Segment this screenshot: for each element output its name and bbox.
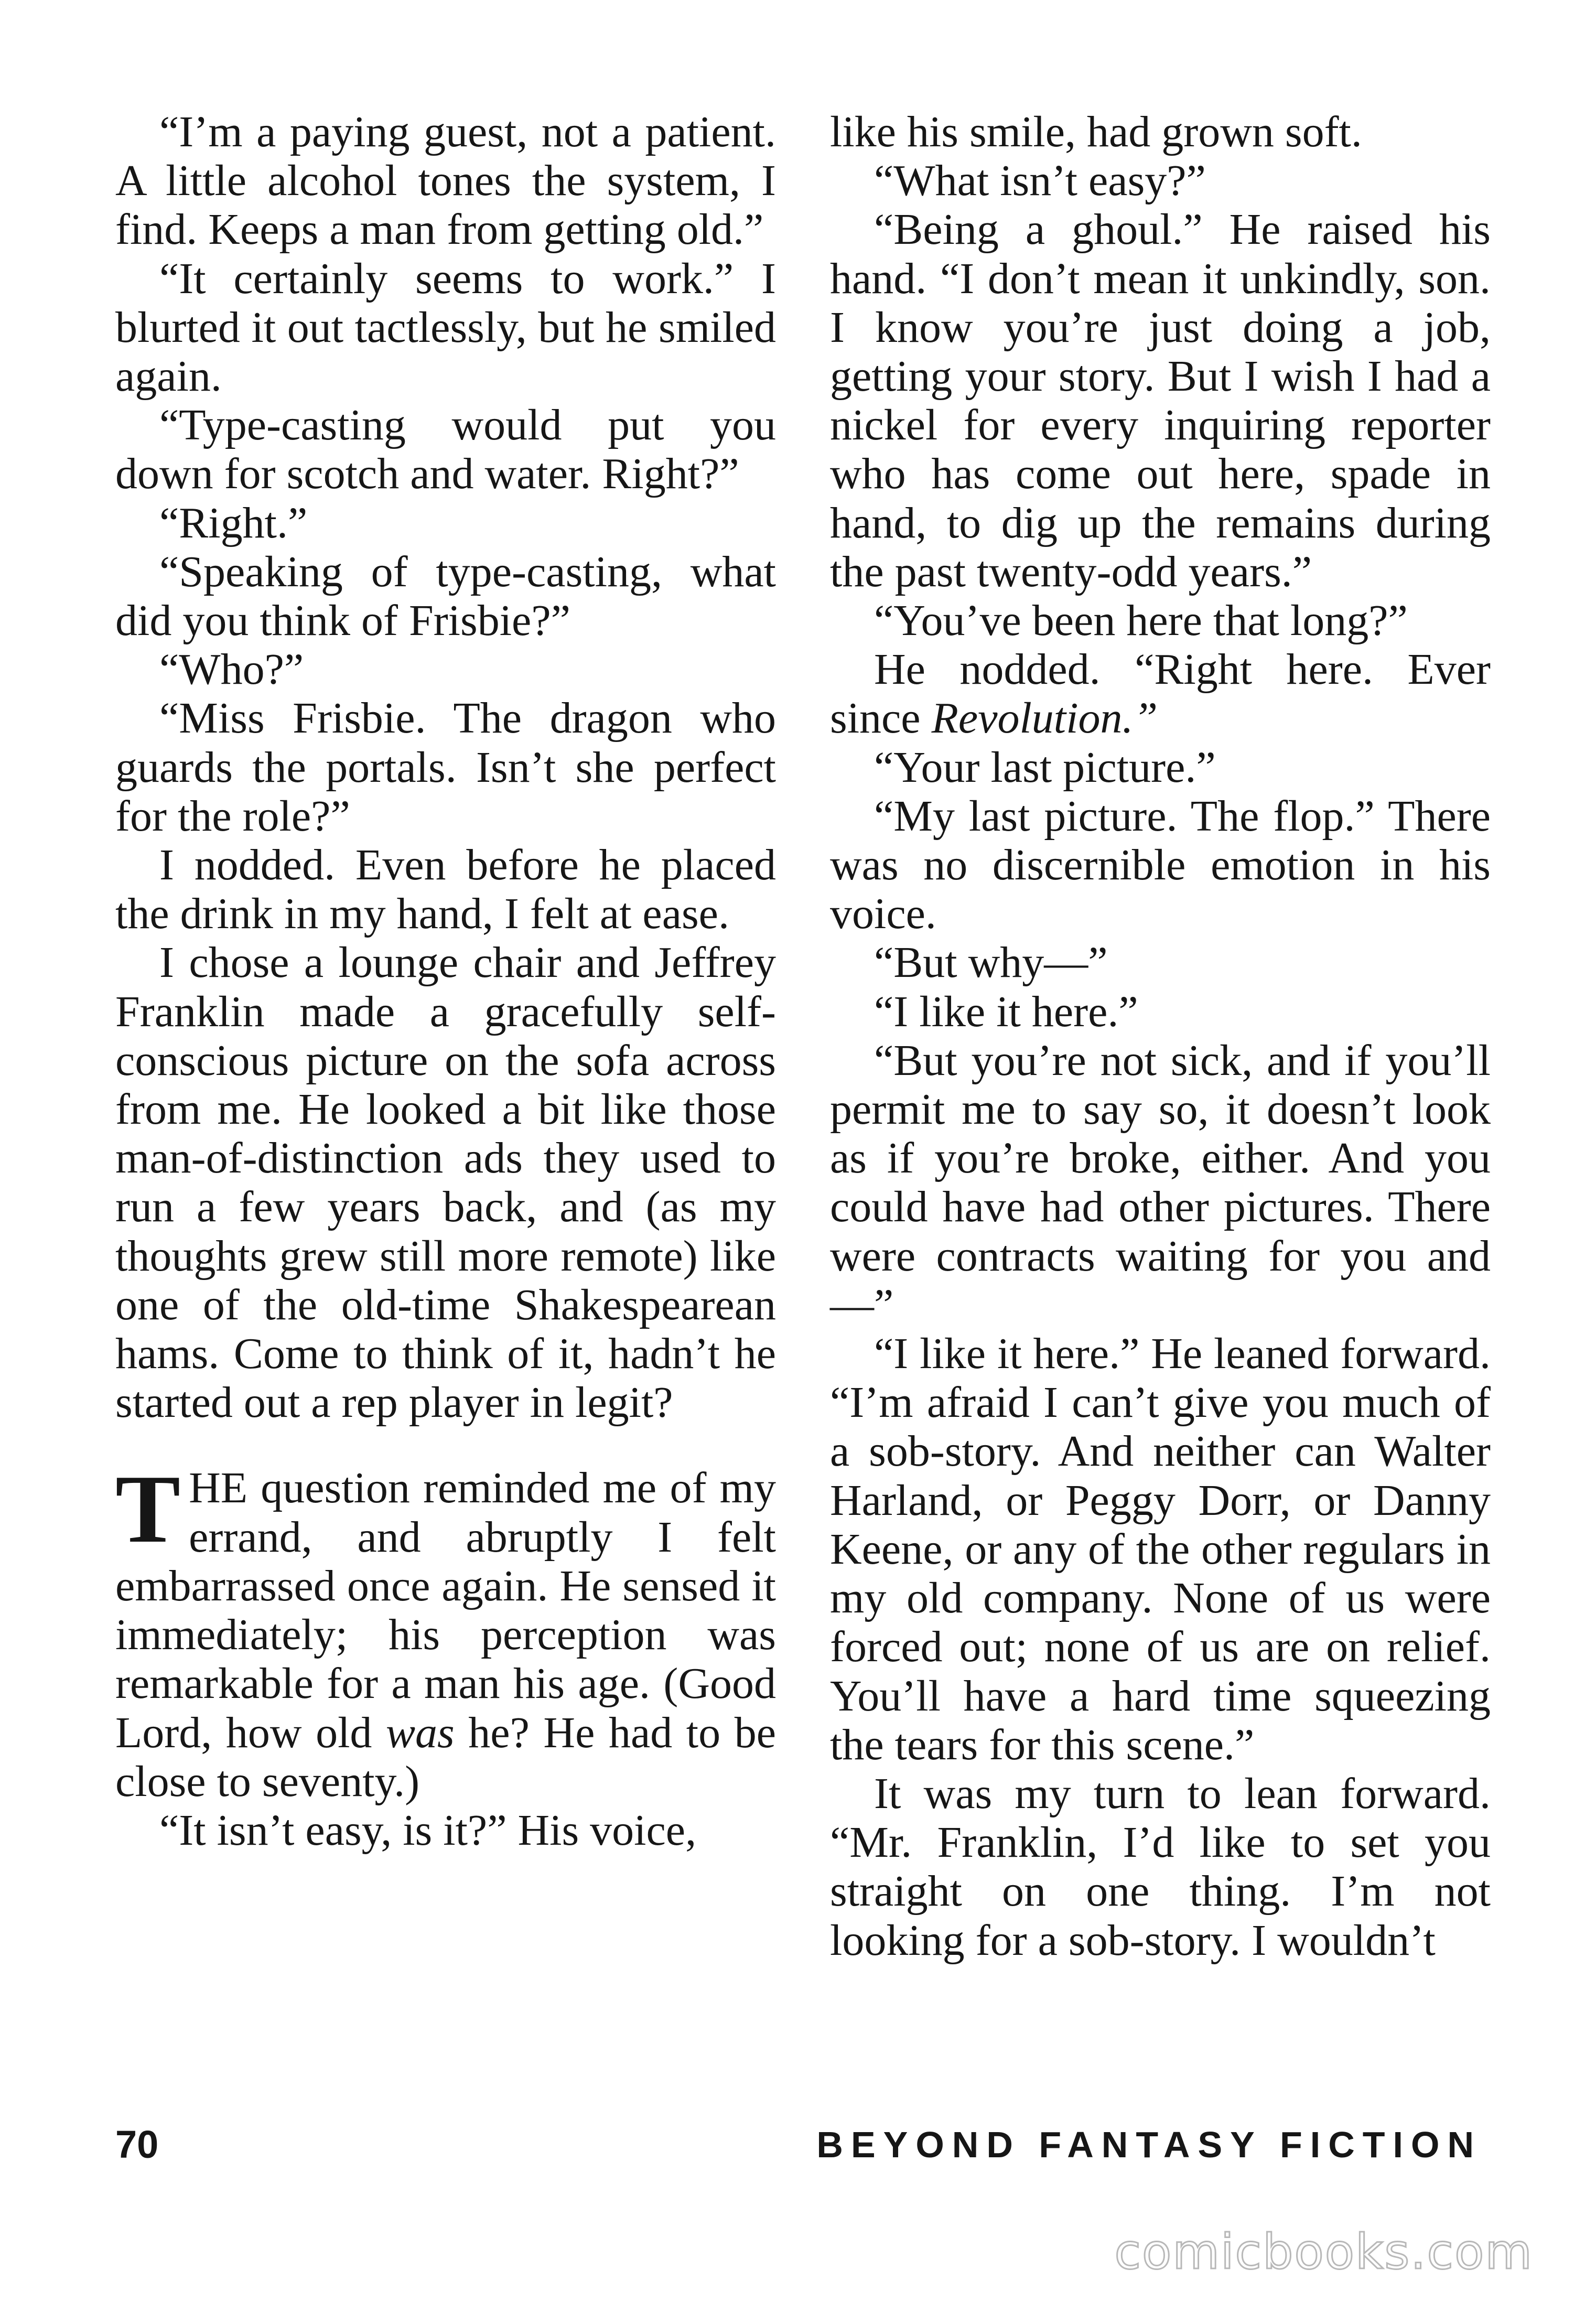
paragraph: “My last picture. The flop.” There was no discernible emotion in his voice. — [830, 791, 1491, 939]
paragraph: “I’m a paying guest, not a patient. A little alcohol tones the system, I find. Keeps a man from getting old.” — [115, 107, 776, 254]
section-opening-paragraph — [115, 1455, 776, 1806]
right-column — [830, 107, 1491, 1965]
paragraph: It was my turn to lean forward. “Mr. Franklin, I’d like to set you straight on one thing. I’m not looking for a sob-story. I wouldn’t — [830, 1769, 1491, 1965]
paragraph: “What isn’t easy?” — [874, 156, 1206, 206]
film-title: Revolution.” — [931, 694, 1158, 743]
paragraph: “Type-casting would put you down for scotch and water. Right?” — [115, 401, 776, 499]
paragraph: “Right.” — [159, 498, 308, 547]
paragraph: “I like it here.” — [874, 987, 1138, 1036]
continued-paragraph: like his smile, had grown soft. — [830, 107, 1362, 156]
paragraph: I chose a lounge chair and Jeffrey Franklin made a gracefully self-conscious picture on the sofa across from me. He looked a bit like those man-of-distinction ads they used to run a few years back, and (as my thoughts grew still more remote) like one of the old-time Shakespearean hams. Come to think of it, hadn’t he started out a rep player in legit? — [115, 938, 776, 1427]
paragraph: “But why—” — [874, 938, 1108, 987]
paragraph: “It certainly seems to work.” I blurted it out tactlessly, but he smiled again. — [115, 254, 776, 401]
section-opening-text: HE question reminded me of my errand, and abruptly I felt embarrassed once again. He sensed it immediately; his perception was remarkable for a man his age. — [115, 1464, 776, 1708]
page-footer — [0, 2118, 1596, 2181]
aside-text-start: (Good Lord, how old — [115, 1659, 776, 1757]
paragraph: I nodded. Even before he placed the drink in my hand, I felt at ease. — [115, 841, 776, 939]
aside-emphasis: was — [386, 1708, 455, 1757]
paragraph: “Who?” — [159, 645, 304, 694]
watermark: comicbooks.com — [1114, 2224, 1533, 2280]
paragraph: “But you’re not sick, and if you’ll permit me to say so, it doesn’t look as if you’re broke, either. And you could have had other pictures. There were contracts waiting for you and—” — [830, 1036, 1491, 1329]
paragraph: “Being a ghoul.” He raised his hand. “I don’t mean it unkindly, son. I know you’re just doing a job, getting your story. But I wish I had a nickel for every inquiring reporter who has come out here, spade in hand, to dig up the remains during the past twenty-odd years.” — [830, 205, 1491, 596]
page-number: 70 — [115, 2123, 159, 2166]
paragraph: “Miss Frisbie. The dragon who guards the portals. Isn’t she perfect for the role?” — [115, 694, 776, 841]
paragraph: “It isn’t easy, is it?” His voice, — [159, 1805, 697, 1855]
nodded-text: He nodded. “Right here. Ever since — [830, 645, 1491, 743]
paragraph — [830, 645, 1491, 743]
running-title: BEYOND FANTASY FICTION — [816, 2124, 1482, 2165]
left-column — [115, 107, 776, 1855]
paragraph: “Speaking of type-casting, what did you think of Frisbie?” — [115, 547, 776, 646]
paragraph: “Your last picture.” — [874, 743, 1216, 792]
paragraph: “You’ve been here that long?” — [874, 596, 1408, 646]
drop-cap: T — [115, 1455, 181, 1564]
aside-text-end: he? He had to be close to seventy.) — [115, 1708, 776, 1806]
paragraph: “I like it here.” He leaned forward. “I’m afraid I can’t give you much of a sob-story. And neither can Walter Harland, or Peggy Dorr, or Danny Keene, or any of the other regulars in my old company. None of us were forced out; none of us are on relief. You’ll have a hard time squeezing the tears for this scene.” — [830, 1329, 1491, 1769]
